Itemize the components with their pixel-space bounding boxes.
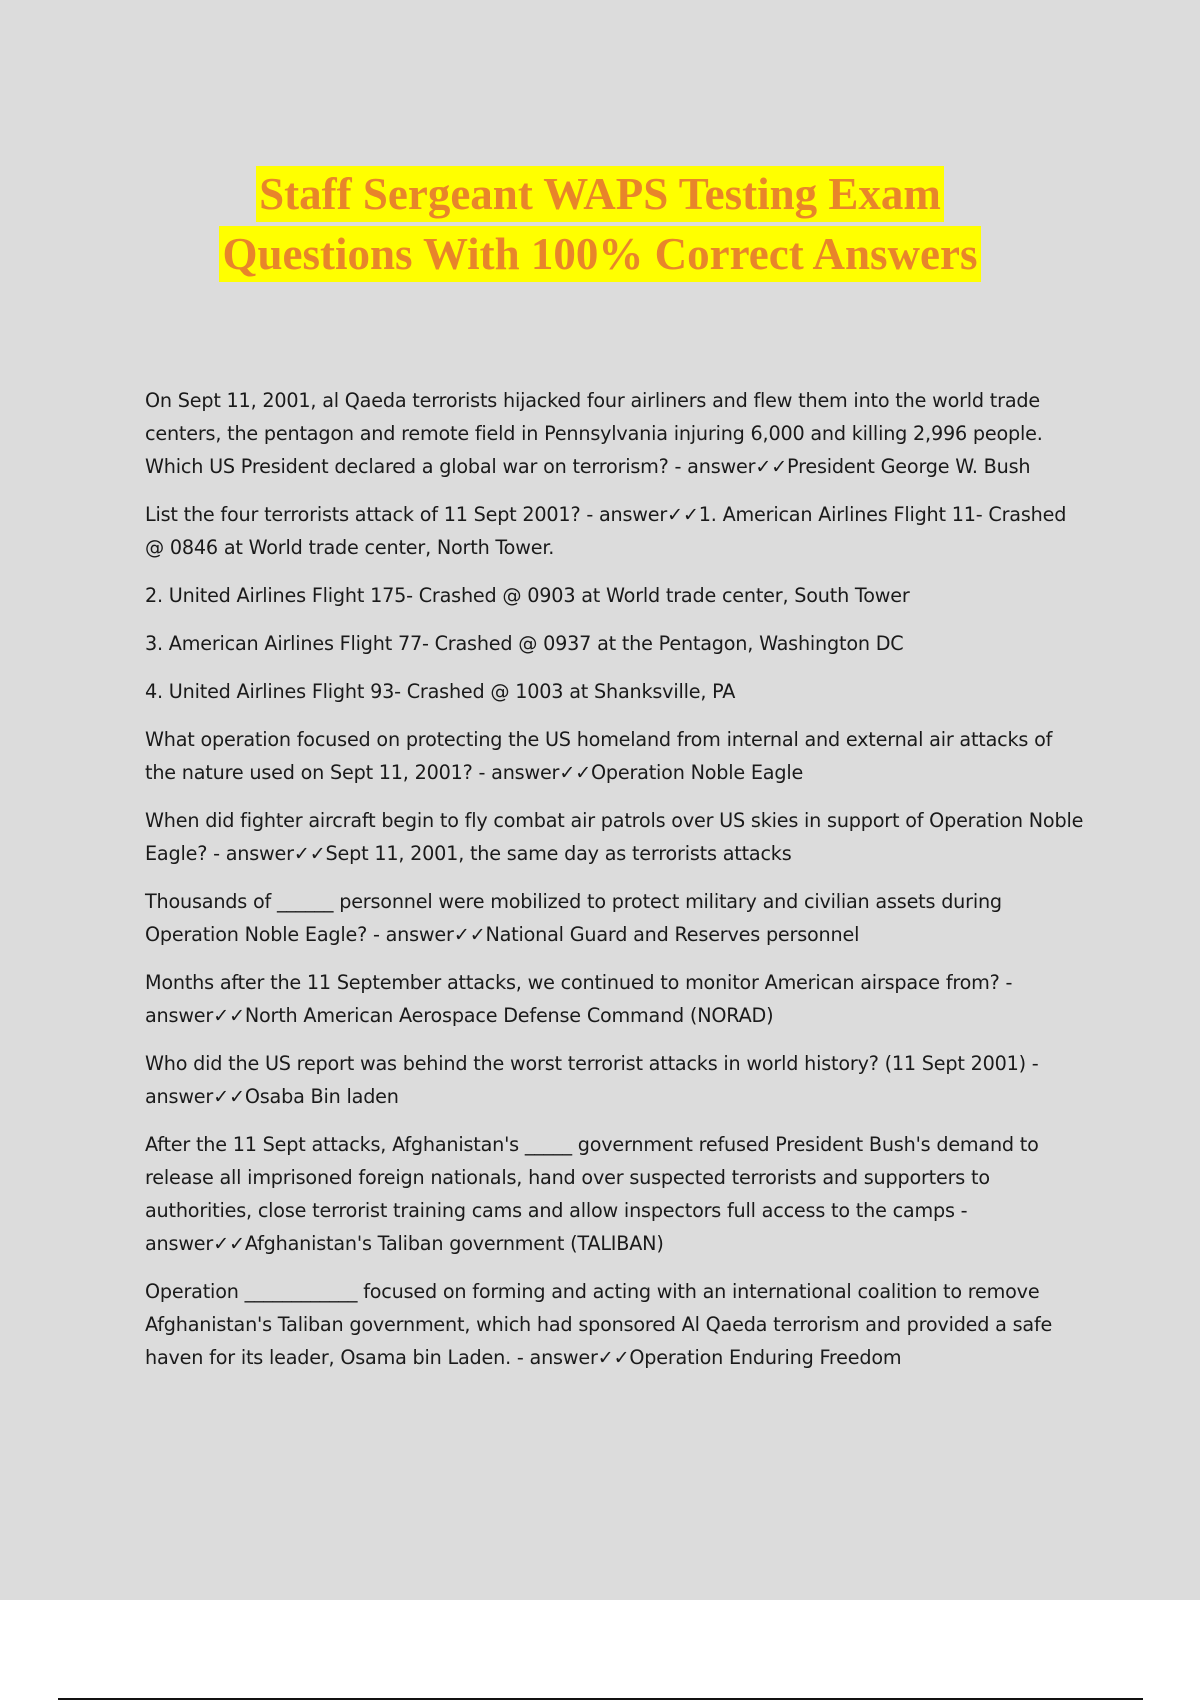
answer-list-item: 3. American Airlines Flight 77- Crashed @ 0937 at the Pentagon, Washington DC [145,632,904,655]
title-line-2: Questions With 100% Correct Answers [219,226,980,282]
question-paragraph: Operation ____________ focused on forming and acting with an international coalition to remove Afghanistan's Taliban government, which had sponsored Al Qaeda terrorism and provided a safe haven for its leader, Osama bin Laden. - answer✓✓Operation Enduring Freedom [145,1280,1053,1369]
document-body [145,384,1085,1389]
question-paragraph: Thousands of ______ personnel were mobilized to protect military and civilian assets during Operation Noble Eagle? - answer✓✓National Guard and Reserves personnel [145,890,1002,946]
answer-list-item: 2. United Airlines Flight 175- Crashed @ 0903 at World trade center, South Tower [145,584,910,607]
question-paragraph: Months after the 11 September attacks, we continued to monitor American airspace from? - answer✓✓North American Aerospace Defense Command (NORAD) [145,971,1013,1027]
answer-list-item: 4. United Airlines Flight 93- Crashed @ 1003 at Shanksville, PA [145,680,736,703]
question-paragraph: Who did the US report was behind the worst terrorist attacks in world history? (11 Sept 2001) - answer✓✓Osaba Bin laden [145,1052,1039,1108]
question-paragraph: List the four terrorists attack of 11 Sept 2001? - answer✓✓1. American Airlines Flight 11- Crashed @ 0846 at World trade center, North Tower. [145,503,1067,559]
question-paragraph: When did fighter aircraft begin to fly combat air patrols over US skies in support of Operation Noble Eagle? - answer✓✓Sept 11, 2001, the same day as terrorists attacks [145,809,1084,865]
title-line-1: Staff Sergeant WAPS Testing Exam [256,166,944,222]
question-paragraph: After the 11 Sept attacks, Afghanistan's _____ government refused President Bush's demand to release all imprisoned foreign nationals, hand over suspected terrorists and supporters to authorities, close terrorist training cams and allow inspectors full access to the camps - answer✓✓Afghanistan's Taliban government (TALIBAN) [145,1133,1039,1255]
question-paragraph: What operation focused on protecting the US homeland from internal and external air attacks of the nature used on Sept 11, 2001? - answer✓✓Operation Noble Eagle [145,728,1053,784]
question-paragraph: On Sept 11, 2001, al Qaeda terrorists hijacked four airliners and flew them into the world trade centers, the pentagon and remote field in Pennsylvania injuring 6,000 and killing 2,996 people. Which US President declared a global war on terrorism? - answer✓✓President George W. Bush [145,389,1043,478]
document-title [0,166,1200,286]
